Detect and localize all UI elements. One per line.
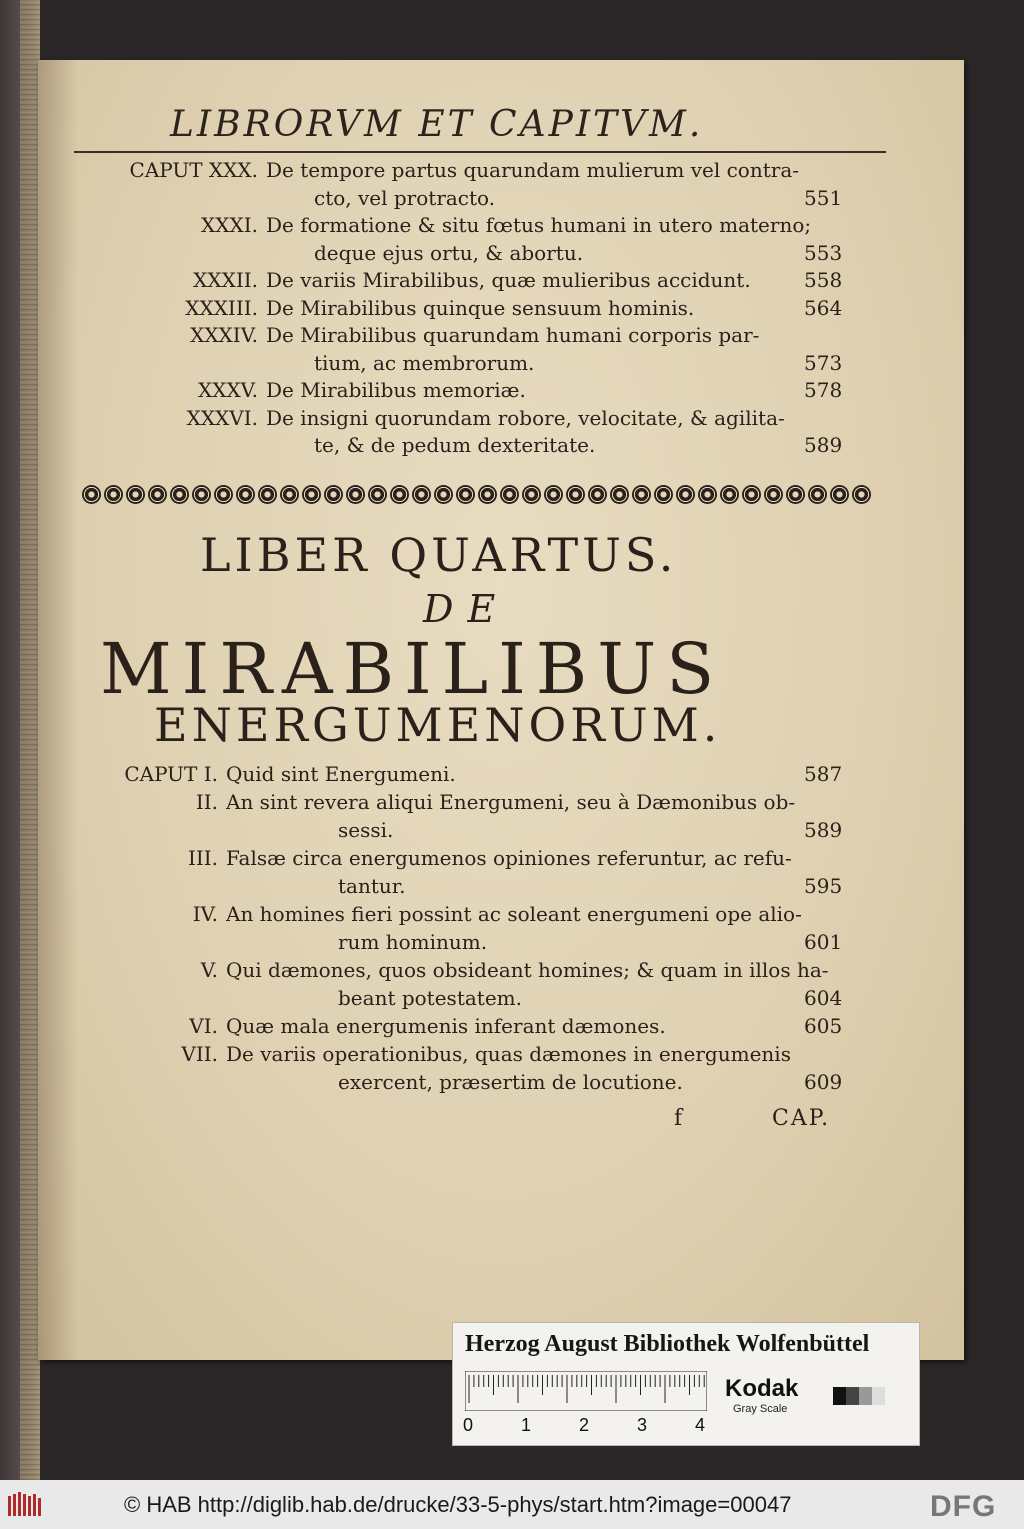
- ruler-number: 1: [521, 1415, 532, 1435]
- entry-label: XXXV.: [197, 378, 258, 402]
- entry-text: Quæ mala energumenis inferant dæmones.: [226, 1014, 666, 1038]
- entry-label: III.: [187, 846, 218, 870]
- library-name: Herzog August Bibliothek Wolfenbüttel: [465, 1331, 870, 1357]
- title-mirabilibus: MIRABILIBUS: [100, 628, 725, 710]
- entry-page-number: 604: [804, 986, 843, 1010]
- entry-text: tantur.: [338, 874, 406, 898]
- toc-entries-bottom: [38, 60, 964, 1360]
- ruler-number: 4: [695, 1415, 706, 1435]
- entry-text: De formatione & situ fœtus humani in utero materno;: [266, 213, 812, 237]
- entry-page-number: 609: [804, 1070, 843, 1094]
- library-label-card: [452, 1322, 920, 1446]
- entry-text: Qui dæmones, quos obsideant homines; & quam in illos ha-: [226, 958, 829, 982]
- entry-page-number: 589: [804, 433, 843, 457]
- entry-text: deque ejus ortu, & abortu.: [314, 240, 584, 265]
- entry-page-number: 551: [804, 185, 843, 210]
- entry-page-number: 564: [804, 295, 843, 320]
- running-head: LIBRORVM ET CAPITVM.: [170, 104, 704, 145]
- entry-text: De Mirabilibus memoriæ.: [266, 378, 526, 402]
- entry-text: te, & de pedum dexteritate.: [314, 433, 596, 457]
- entry-label: XXXIII.: [185, 295, 258, 320]
- entry-label: CAPUT XXX.: [129, 158, 258, 182]
- entry-label: V.: [200, 958, 218, 982]
- entry-label: XXXI.: [201, 213, 258, 237]
- entry-text: De Mirabilibus quinque sensuum hominis.: [266, 295, 695, 320]
- entry-page-number: 589: [804, 818, 843, 842]
- entry-text: De insigni quorundam robore, velocitate, & agilita-: [266, 405, 785, 430]
- entry-text: De variis Mirabilibus, quæ mulieribus accidunt.: [266, 268, 751, 292]
- entry-text: rum hominum.: [338, 930, 488, 954]
- entry-label: II.: [195, 790, 218, 814]
- entry-text: An sint revera aliqui Energumeni, seu à Dæmonibus ob-: [226, 790, 796, 814]
- signature-mark: f: [674, 1106, 683, 1131]
- entry-page-number: 587: [804, 762, 843, 786]
- entry-text: sessi.: [338, 818, 394, 842]
- entry-label: VII.: [181, 1042, 218, 1066]
- entry-label: XXXVI.: [186, 405, 258, 430]
- entry-page-number: 601: [804, 930, 843, 954]
- book-title: LIBER QUARTUS.: [200, 528, 678, 582]
- entry-page-number: 578: [804, 378, 843, 402]
- scanned-page: [38, 60, 964, 1360]
- ruler-number: 2: [579, 1415, 590, 1435]
- entry-text: De Mirabilibus quarundam humani corporis par-: [266, 323, 760, 347]
- dfg-logo: DFG: [930, 1490, 997, 1523]
- entry-text: Falsæ circa energumenos opiniones referuntur, ac refu-: [226, 846, 792, 870]
- ruler-number: 0: [463, 1415, 474, 1435]
- entry-text: beant potestatem.: [338, 986, 522, 1010]
- copyright-link[interactable]: © HAB http://diglib.hab.de/drucke/33-5-phys/start.htm?image=00047: [124, 1492, 792, 1517]
- ruler-number: 3: [637, 1415, 648, 1435]
- gray-scale-swatch: [833, 1387, 885, 1405]
- entry-label: XXXIV.: [190, 323, 258, 347]
- entry-text: De tempore partus quarundam mulierum vel contra-: [266, 158, 799, 182]
- entry-label: VI.: [189, 1014, 218, 1038]
- title-de: DE: [423, 587, 510, 631]
- entry-text: Quid sint Energumeni.: [226, 762, 456, 786]
- entry-text: exercent, præsertim de locutione.: [338, 1070, 683, 1094]
- entry-page-number: 553: [804, 240, 843, 265]
- entry-page-number: 605: [804, 1014, 843, 1038]
- ruler-scale: [465, 1371, 707, 1411]
- entry-text: cto, vel protracto.: [314, 185, 496, 210]
- title-energumenorum: ENERGUMENORUM.: [154, 698, 722, 752]
- entry-page-number: 595: [804, 874, 843, 898]
- entry-label: CAPUT I.: [124, 762, 218, 786]
- page-edges: [20, 0, 40, 1480]
- entry-text: An homines fieri possint ac soleant energumeni ope alio-: [226, 902, 802, 926]
- gray-scale-label: Gray Scale: [733, 1403, 788, 1415]
- kodak-logo: Kodak: [725, 1375, 799, 1402]
- catchword: CAP.: [772, 1106, 831, 1131]
- entry-text: De variis operationibus, quas dæmones in energumenis: [226, 1042, 791, 1066]
- entry-label: IV.: [192, 902, 218, 926]
- viewer-footer: [0, 1480, 1024, 1529]
- entry-label: XXXII.: [193, 268, 258, 292]
- entry-text: tium, ac membrorum.: [314, 350, 535, 375]
- entry-page-number: 573: [804, 350, 843, 375]
- entry-page-number: 558: [804, 268, 843, 292]
- library-logo-icon: [8, 1492, 44, 1518]
